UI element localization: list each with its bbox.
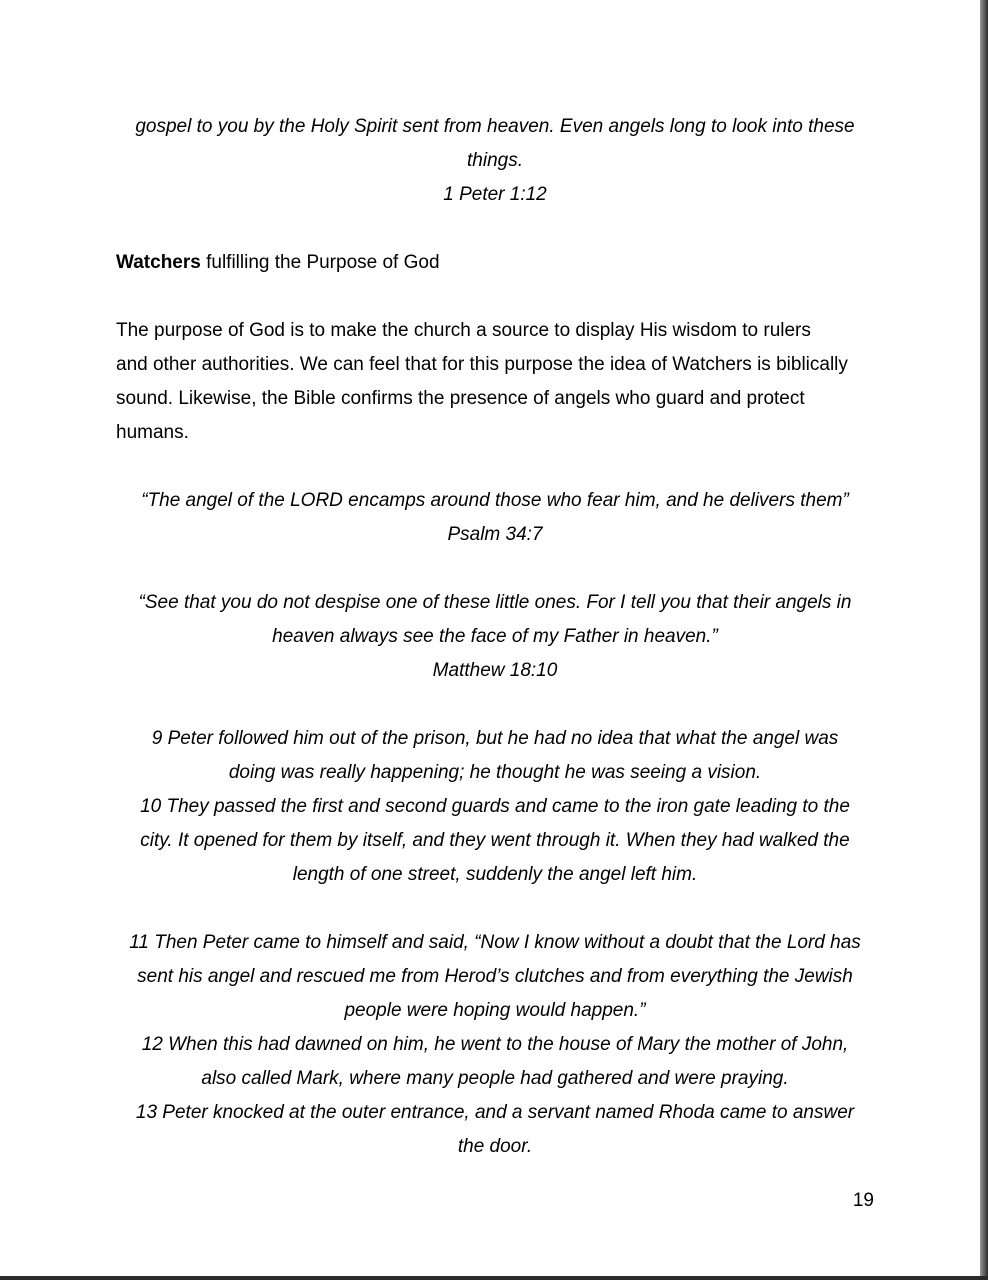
- quote-line: length of one street, suddenly the angel left him.: [292, 864, 698, 885]
- psalm-quote: [116, 484, 874, 552]
- spacer: [116, 688, 874, 722]
- quote-line: 12 When this had dawned on him, he went to the house of Mary the mother of John,: [141, 1034, 849, 1055]
- quote-line: doing was really happening; he thought he was seeing a vision.: [228, 762, 762, 783]
- page-edge-shadow: [980, 0, 988, 1280]
- body-paragraph: [116, 314, 874, 450]
- page-bottom-edge: [0, 1276, 988, 1280]
- paragraph-line: The purpose of God is to make the church a source to display His wisdom to rulers: [116, 320, 811, 341]
- quote-line: sent his angel and rescued me from Herod’s clutches and from everything the Jewish: [137, 966, 853, 987]
- acts-quote-block-1: [116, 722, 874, 892]
- quote-line: gospel to you by the Holy Spirit sent from heaven. Even angels long to look into these: [135, 116, 855, 137]
- section-heading-bold: Watchers: [116, 252, 201, 273]
- quote-line: “See that you do not despise one of these little ones. For I tell you that their angels in: [138, 592, 852, 613]
- quote-line: people were hoping would happen.”: [344, 1000, 646, 1021]
- quote-reference: Psalm 34:7: [447, 524, 543, 545]
- quote-line: also called Mark, where many people had gathered and were praying.: [201, 1068, 789, 1089]
- quote-line: things.: [467, 150, 523, 171]
- spacer: [116, 552, 874, 586]
- spacer: [116, 450, 874, 484]
- page-number: 19: [852, 1190, 874, 1211]
- quote-line: “The angel of the LORD encamps around those who fear him, and he delivers them”: [141, 490, 849, 511]
- quote-line: the door.: [457, 1136, 533, 1157]
- section-heading: [116, 246, 874, 280]
- quote-line: 11 Then Peter came to himself and said, “Now I know without a doubt that the Lord has: [129, 932, 861, 953]
- quote-reference: Matthew 18:10: [432, 660, 558, 681]
- spacer: [116, 280, 874, 314]
- paragraph-line: humans.: [116, 422, 189, 443]
- page-content: [116, 110, 874, 1164]
- quote-line: city. It opened for them by itself, and they went through it. When they had walked the: [140, 830, 850, 851]
- matthew-quote: [116, 586, 874, 688]
- quote-line: 13 Peter knocked at the outer entrance, and a servant named Rhoda came to answer: [135, 1102, 855, 1123]
- quote-line: 10 They passed the first and second guards and came to the iron gate leading to the: [140, 796, 850, 817]
- paragraph-line: sound. Likewise, the Bible confirms the presence of angels who guard and protect: [116, 388, 805, 409]
- spacer: [116, 212, 874, 246]
- quote-line: heaven always see the face of my Father in heaven.”: [272, 626, 718, 647]
- quote-reference: 1 Peter 1:12: [443, 184, 547, 205]
- quote-line: 9 Peter followed him out of the prison, but he had no idea that what the angel was: [151, 728, 839, 749]
- paragraph-line: and other authorities. We can feel that for this purpose the idea of Watchers is biblically: [116, 354, 848, 375]
- opening-quote: [116, 110, 874, 212]
- spacer: [116, 892, 874, 926]
- acts-quote-block-2: [116, 926, 874, 1164]
- section-heading-rest: fulfilling the Purpose of God: [200, 252, 440, 273]
